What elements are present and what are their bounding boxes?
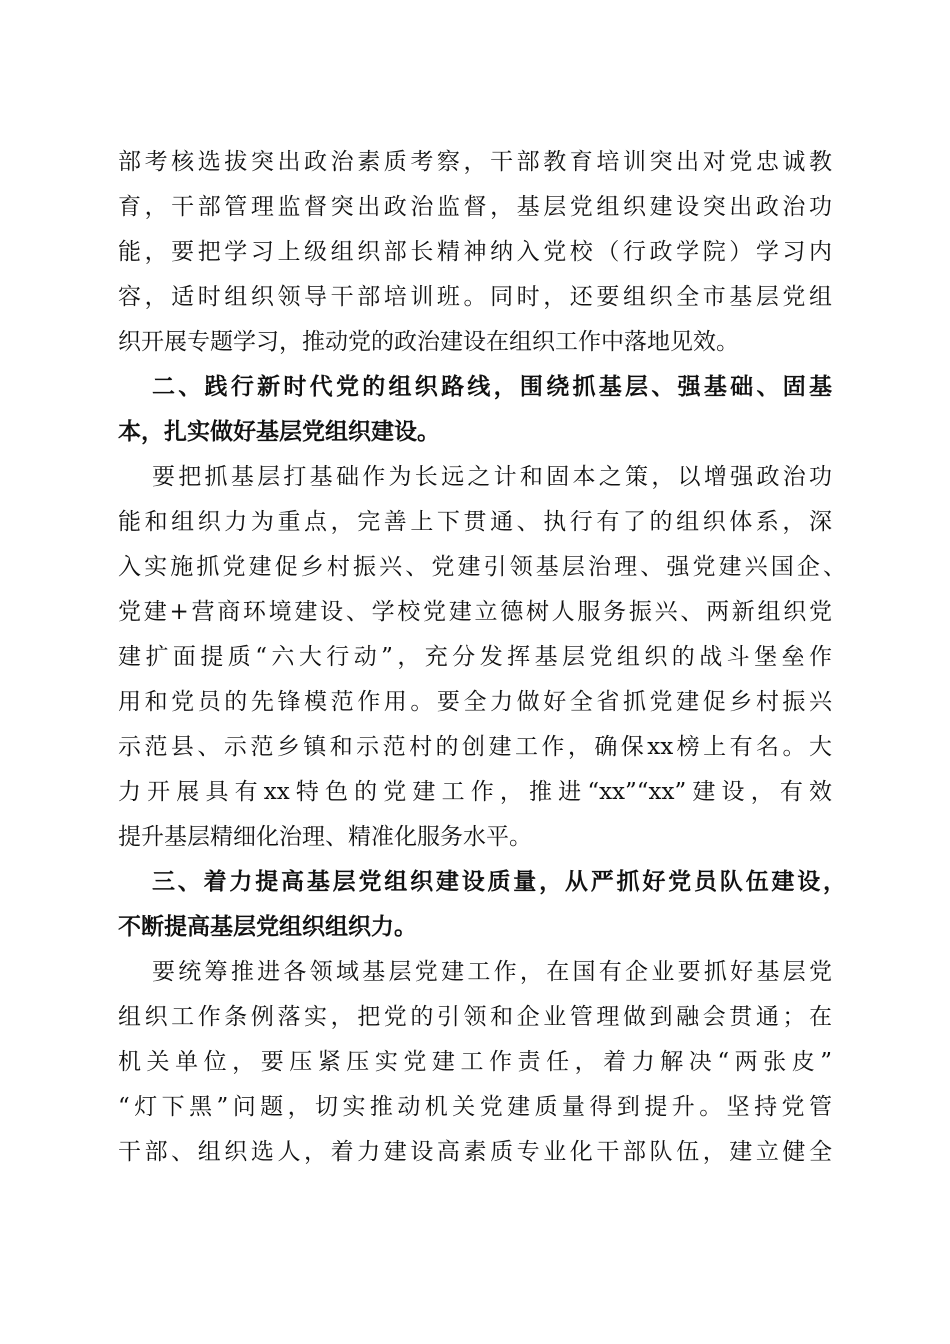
body-line: 容，适时组织领导干部培训班。同时，还要组织全市基层党组 bbox=[118, 284, 832, 310]
body-line: 提升基层精细化治理、精准化服务水平。 bbox=[118, 824, 532, 850]
section-heading-2: 二、践行新时代党的组织路线，围绕抓基层、强基础、固基 bbox=[152, 374, 832, 400]
body-line: “灯下黑”问题，切实推动机关党建质量得到提升。坚持党管 bbox=[118, 1094, 832, 1120]
body-line: 建扩面提质“六大行动”，充分发挥基层党组织的战斗堡垒作 bbox=[118, 644, 832, 670]
body-line: 党建+营商环境建设、学校党建立德树人服务振兴、两新组织党 bbox=[118, 599, 832, 625]
body-line: 组织工作条例落实，把党的引领和企业管理做到融会贯通；在 bbox=[118, 1004, 832, 1030]
body-line: 用和党员的先锋模范作用。要全力做好全省抓党建促乡村振兴 bbox=[118, 689, 832, 715]
section-heading-2-cont: 本，扎实做好基层党组织建设。 bbox=[118, 419, 440, 445]
section-heading-3-cont: 不断提高基层党组织组织力。 bbox=[118, 914, 417, 940]
body-line: 机关单位，要压紧压实党建工作责任，着力解决“两张皮” bbox=[118, 1049, 832, 1075]
body-line: 力开展具有xx特色的党建工作，推进“xx”“xx”建设，有效 bbox=[118, 779, 832, 805]
body-line: 育，干部管理监督突出政治监督，基层党组织建设突出政治功 bbox=[118, 194, 832, 220]
body-line: 要把抓基层打基础作为长远之计和固本之策，以增强政治功 bbox=[152, 464, 832, 490]
section-heading-3: 三、着力提高基层党组织建设质量，从严抓好党员队伍建设， bbox=[152, 869, 846, 895]
body-line: 入实施抓党建促乡村振兴、党建引领基层治理、强党建兴国企、 bbox=[118, 554, 846, 580]
body-line: 能，要把学习上级组织部长精神纳入党校（行政学院）学习内 bbox=[118, 239, 832, 265]
body-line: 示范县、示范乡镇和示范村的创建工作，确保xx榜上有名。大 bbox=[118, 734, 832, 760]
body-line: 织开展专题学习，推动党的政治建设在组织工作中落地见效。 bbox=[118, 329, 739, 355]
body-line: 要统筹推进各领域基层党建工作，在国有企业要抓好基层党 bbox=[152, 959, 832, 985]
body-line: 部考核选拔突出政治素质考察，干部教育培训突出对党忠诚教 bbox=[118, 149, 832, 175]
body-line: 能和组织力为重点，完善上下贯通、执行有了的组织体系，深 bbox=[118, 509, 832, 535]
body-line: 干部、组织选人，着力建设高素质专业化干部队伍，建立健全 bbox=[118, 1139, 832, 1165]
